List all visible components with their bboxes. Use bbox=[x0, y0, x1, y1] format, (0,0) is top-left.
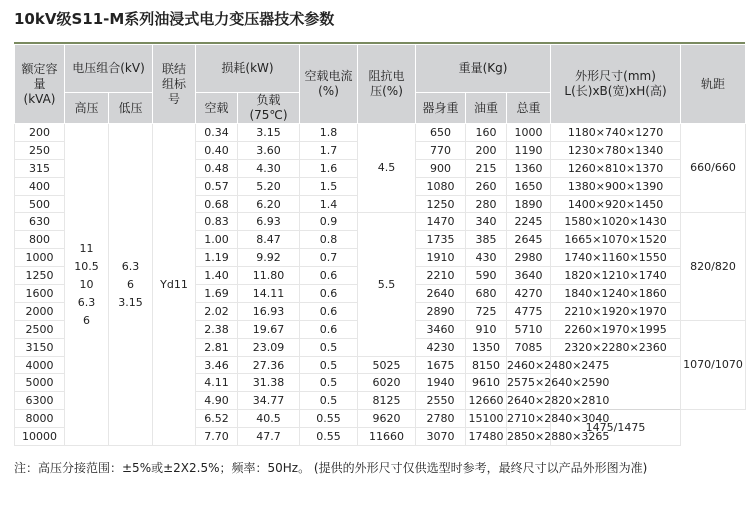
cell-load-loss: 9.92 bbox=[238, 249, 300, 267]
cell-body-weight: 11660 bbox=[358, 428, 416, 446]
cell-total-weight: 1190 bbox=[507, 141, 551, 159]
spec-table-container bbox=[14, 44, 745, 446]
cell-load-loss: 19.67 bbox=[238, 320, 300, 338]
cell-oil-weight: 3070 bbox=[416, 428, 466, 446]
cell-body-weight: 6020 bbox=[358, 374, 416, 392]
footnote: 注：高压分接范围：±5%或±2X2.5%；频率：50Hz。 (提供的外形尺寸仅供选型时参考，最终尺寸以产品外形图为准) bbox=[14, 461, 648, 475]
cell-total-weight: 2245 bbox=[507, 213, 551, 231]
cell-no-load-current: 0.5 bbox=[300, 356, 358, 374]
cell-load-loss: 3.15 bbox=[238, 124, 300, 142]
cell-capacity: 2000 bbox=[15, 302, 65, 320]
cell-capacity: 8000 bbox=[15, 410, 65, 428]
cell-dimensions: 1260×810×1370 bbox=[551, 159, 681, 177]
cell-total-weight: 2980 bbox=[507, 249, 551, 267]
hv-value: 11 bbox=[79, 241, 94, 255]
cell-capacity: 3150 bbox=[15, 338, 65, 356]
cell-load-loss: 11.80 bbox=[238, 267, 300, 285]
cell-oil-weight: 910 bbox=[466, 320, 507, 338]
cell-dimensions: 1840×1240×1860 bbox=[551, 285, 681, 303]
cell-oil-weight: 340 bbox=[466, 213, 507, 231]
cell-load-loss: 34.77 bbox=[238, 392, 300, 410]
header-voltage-combo: 电压组合(kV) bbox=[65, 45, 153, 93]
cell-total-weight: 1650 bbox=[507, 177, 551, 195]
cell-dimensions: 1380×900×1390 bbox=[551, 177, 681, 195]
merged-hv bbox=[65, 124, 109, 446]
cell-body-weight: 1250 bbox=[416, 195, 466, 213]
header-connection: 联结组标号 bbox=[153, 45, 196, 124]
cell-no-load-loss: 1.00 bbox=[196, 231, 238, 249]
cell-total-weight: 2645 bbox=[507, 231, 551, 249]
cell-oil-weight: 160 bbox=[466, 124, 507, 142]
cell-body-weight: 1470 bbox=[416, 213, 466, 231]
cell-oil-weight: 215 bbox=[466, 159, 507, 177]
cell-no-load-current: 1.7 bbox=[300, 141, 358, 159]
hv-value: 6.3 bbox=[77, 295, 96, 309]
cell-no-load-loss: 0.68 bbox=[196, 195, 238, 213]
cell-total-weight: 15100 bbox=[466, 410, 507, 428]
merged-gauge: 1070/1070 bbox=[681, 320, 746, 409]
cell-body-weight: 1080 bbox=[416, 177, 466, 195]
lv-value: 6.3 bbox=[121, 259, 140, 273]
hv-value: 6 bbox=[83, 313, 90, 327]
cell-no-load-loss: 2.38 bbox=[196, 320, 238, 338]
cell-dimensions: 1580×1020×1430 bbox=[551, 213, 681, 231]
cell-no-load-current: 0.55 bbox=[300, 410, 358, 428]
cell-body-weight: 2640 bbox=[416, 285, 466, 303]
cell-capacity: 800 bbox=[15, 231, 65, 249]
cell-no-load-current: 1.8 bbox=[300, 124, 358, 142]
cell-oil-weight: 1350 bbox=[466, 338, 507, 356]
header-no-load-current: 空载电流(%) bbox=[300, 45, 358, 124]
cell-total-weight: 1000 bbox=[507, 124, 551, 142]
header-total-weight: 总重 bbox=[507, 93, 551, 124]
cell-no-load-current: 1.6 bbox=[300, 159, 358, 177]
cell-body-weight: 2210 bbox=[416, 267, 466, 285]
cell-oil-weight: 725 bbox=[466, 302, 507, 320]
cell-no-load-current: 0.55 bbox=[300, 428, 358, 446]
cell-no-load-loss: 4.90 bbox=[196, 392, 238, 410]
spec-table bbox=[14, 44, 746, 446]
cell-no-load-current: 0.7 bbox=[300, 249, 358, 267]
cell-oil-weight: 260 bbox=[466, 177, 507, 195]
cell-body-weight: 2890 bbox=[416, 302, 466, 320]
cell-no-load-loss: 0.83 bbox=[196, 213, 238, 231]
cell-load-loss: 31.38 bbox=[238, 374, 300, 392]
cell-capacity: 10000 bbox=[15, 428, 65, 446]
cell-oil-weight: 1940 bbox=[416, 374, 466, 392]
header-lv: 低压 bbox=[109, 93, 153, 124]
cell-capacity: 2500 bbox=[15, 320, 65, 338]
cell-total-weight: 9610 bbox=[466, 374, 507, 392]
cell-no-load-loss: 4.11 bbox=[196, 374, 238, 392]
cell-dimensions: 1400×920×1450 bbox=[551, 195, 681, 213]
cell-oil-weight: 200 bbox=[466, 141, 507, 159]
cell-no-load-loss: 0.34 bbox=[196, 124, 238, 142]
page-title: 10kV级S11-M系列油浸式电力变压器技术参数 bbox=[14, 10, 335, 28]
cell-dimensions: 2460×2480×2475 bbox=[507, 356, 551, 374]
merged-connection: Yd11 bbox=[153, 124, 196, 446]
cell-dimensions: 2210×1920×1970 bbox=[551, 302, 681, 320]
cell-body-weight: 900 bbox=[416, 159, 466, 177]
cell-body-weight: 650 bbox=[416, 124, 466, 142]
cell-no-load-loss: 0.57 bbox=[196, 177, 238, 195]
cell-no-load-loss: 6.52 bbox=[196, 410, 238, 428]
header-body-weight: 器身重 bbox=[416, 93, 466, 124]
merged-lv bbox=[109, 124, 153, 446]
cell-dimensions: 2320×2280×2360 bbox=[551, 338, 681, 356]
cell-load-loss: 5.20 bbox=[238, 177, 300, 195]
cell-capacity: 500 bbox=[15, 195, 65, 213]
cell-no-load-loss: 1.69 bbox=[196, 285, 238, 303]
cell-no-load-loss: 1.19 bbox=[196, 249, 238, 267]
header-weight: 重量(Kg) bbox=[416, 45, 551, 93]
cell-no-load-current: 0.6 bbox=[300, 320, 358, 338]
cell-load-loss: 14.11 bbox=[238, 285, 300, 303]
cell-no-load-loss: 0.48 bbox=[196, 159, 238, 177]
cell-dimensions: 1820×1210×1740 bbox=[551, 267, 681, 285]
cell-dimensions: 1665×1070×1520 bbox=[551, 231, 681, 249]
header-loss: 损耗(kW) bbox=[196, 45, 300, 93]
cell-total-weight: 4270 bbox=[507, 285, 551, 303]
cell-total-weight: 1360 bbox=[507, 159, 551, 177]
merged-impedance: 4.5 bbox=[358, 124, 416, 213]
lv-value: 6 bbox=[127, 277, 134, 291]
cell-oil-weight: 280 bbox=[466, 195, 507, 213]
header-load-loss: 负载(75℃) bbox=[238, 93, 300, 124]
cell-total-weight: 4775 bbox=[507, 302, 551, 320]
cell-no-load-current: 0.8 bbox=[300, 231, 358, 249]
header-gauge: 轨距 bbox=[681, 45, 746, 124]
cell-load-loss: 27.36 bbox=[238, 356, 300, 374]
cell-total-weight: 3640 bbox=[507, 267, 551, 285]
cell-dimensions: 2260×1970×1995 bbox=[551, 320, 681, 338]
cell-no-load-current: 1.5 bbox=[300, 177, 358, 195]
cell-dimensions: 2575×2640×2590 bbox=[507, 374, 551, 392]
cell-dimensions: 2640×2820×2810 bbox=[507, 392, 551, 410]
cell-no-load-current: 0.5 bbox=[300, 338, 358, 356]
cell-dimensions: 1740×1160×1550 bbox=[551, 249, 681, 267]
cell-capacity: 400 bbox=[15, 177, 65, 195]
cell-capacity: 1600 bbox=[15, 285, 65, 303]
cell-no-load-current: 0.6 bbox=[300, 285, 358, 303]
merged-gauge: 820/820 bbox=[681, 213, 746, 320]
cell-load-loss: 16.93 bbox=[238, 302, 300, 320]
cell-load-loss: 3.60 bbox=[238, 141, 300, 159]
cell-body-weight: 1735 bbox=[416, 231, 466, 249]
cell-body-weight: 8125 bbox=[358, 392, 416, 410]
cell-load-loss: 8.47 bbox=[238, 231, 300, 249]
cell-load-loss: 6.20 bbox=[238, 195, 300, 213]
cell-body-weight: 9620 bbox=[358, 410, 416, 428]
cell-total-weight: 12660 bbox=[466, 392, 507, 410]
cell-total-weight: 7085 bbox=[507, 338, 551, 356]
cell-no-load-current: 0.5 bbox=[300, 392, 358, 410]
cell-total-weight: 5710 bbox=[507, 320, 551, 338]
cell-capacity: 630 bbox=[15, 213, 65, 231]
cell-total-weight: 1890 bbox=[507, 195, 551, 213]
cell-capacity: 1000 bbox=[15, 249, 65, 267]
cell-total-weight: 8150 bbox=[466, 356, 507, 374]
cell-no-load-current: 0.9 bbox=[300, 213, 358, 231]
cell-capacity: 1250 bbox=[15, 267, 65, 285]
table-row bbox=[15, 124, 746, 142]
cell-no-load-loss: 7.70 bbox=[196, 428, 238, 446]
cell-no-load-current: 0.6 bbox=[300, 302, 358, 320]
cell-no-load-current: 0.6 bbox=[300, 267, 358, 285]
cell-dimensions: 2710×2840×3040 bbox=[507, 410, 551, 428]
cell-oil-weight: 680 bbox=[466, 285, 507, 303]
cell-body-weight: 1910 bbox=[416, 249, 466, 267]
header-no-load-loss: 空载 bbox=[196, 93, 238, 124]
cell-oil-weight: 1675 bbox=[416, 356, 466, 374]
cell-no-load-loss: 2.81 bbox=[196, 338, 238, 356]
cell-capacity: 5000 bbox=[15, 374, 65, 392]
cell-dimensions: 2850×2880×3265 bbox=[507, 428, 551, 446]
cell-oil-weight: 590 bbox=[466, 267, 507, 285]
cell-dimensions: 1180×740×1270 bbox=[551, 124, 681, 142]
cell-load-loss: 23.09 bbox=[238, 338, 300, 356]
cell-body-weight: 3460 bbox=[416, 320, 466, 338]
cell-body-weight: 4230 bbox=[416, 338, 466, 356]
cell-capacity: 250 bbox=[15, 141, 65, 159]
header-oil-weight: 油重 bbox=[466, 93, 507, 124]
cell-load-loss: 6.93 bbox=[238, 213, 300, 231]
cell-load-loss: 40.5 bbox=[238, 410, 300, 428]
cell-body-weight: 5025 bbox=[358, 356, 416, 374]
cell-total-weight: 17480 bbox=[466, 428, 507, 446]
header-impedance: 阻抗电压(%) bbox=[358, 45, 416, 124]
cell-oil-weight: 385 bbox=[466, 231, 507, 249]
spec-table-body bbox=[15, 124, 746, 446]
cell-oil-weight: 430 bbox=[466, 249, 507, 267]
cell-no-load-current: 1.4 bbox=[300, 195, 358, 213]
cell-no-load-loss: 0.40 bbox=[196, 141, 238, 159]
hv-value: 10 bbox=[79, 277, 94, 291]
cell-capacity: 315 bbox=[15, 159, 65, 177]
cell-load-loss: 4.30 bbox=[238, 159, 300, 177]
cell-no-load-current: 0.5 bbox=[300, 374, 358, 392]
lv-value: 3.15 bbox=[118, 295, 143, 309]
cell-no-load-loss: 1.40 bbox=[196, 267, 238, 285]
header-hv: 高压 bbox=[65, 93, 109, 124]
cell-capacity: 4000 bbox=[15, 356, 65, 374]
cell-capacity: 6300 bbox=[15, 392, 65, 410]
cell-body-weight: 770 bbox=[416, 141, 466, 159]
cell-oil-weight: 2550 bbox=[416, 392, 466, 410]
merged-impedance: 5.5 bbox=[358, 213, 416, 356]
cell-dimensions: 1230×780×1340 bbox=[551, 141, 681, 159]
hv-value: 10.5 bbox=[74, 259, 99, 273]
header-dimensions: 外形尺寸(mm) L(长)xB(宽)xH(高) bbox=[551, 45, 681, 124]
merged-gauge: 1475/1475 bbox=[551, 410, 681, 446]
cell-load-loss: 47.7 bbox=[238, 428, 300, 446]
cell-no-load-loss: 2.02 bbox=[196, 302, 238, 320]
cell-no-load-loss: 3.46 bbox=[196, 356, 238, 374]
cell-oil-weight: 2780 bbox=[416, 410, 466, 428]
merged-gauge: 660/660 bbox=[681, 124, 746, 213]
header-rated-capacity: 额定容量(kVA) bbox=[15, 45, 65, 124]
cell-capacity: 200 bbox=[15, 124, 65, 142]
